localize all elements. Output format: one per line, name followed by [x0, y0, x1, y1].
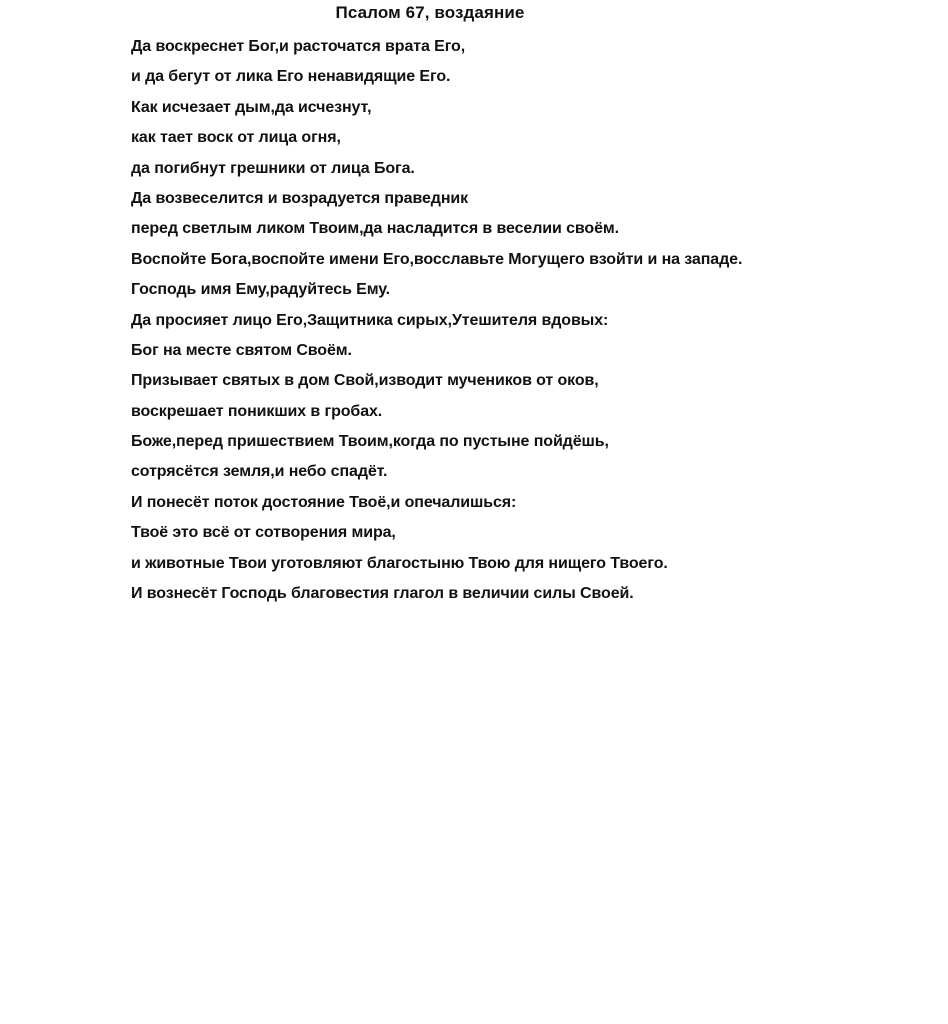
verse-line: И вознесёт Господь благовестия глагол в величии силы Своей.	[131, 585, 634, 603]
document-title: Псалом 67, воздаяние	[335, 3, 525, 22]
verse-line: Как исчезает дым,да исчезнут,	[131, 98, 372, 116]
verse-line: И понесёт поток достояние Твоё,и опечалишься:	[131, 493, 517, 511]
verse-line: Господь имя Ему,радуйтесь Ему.	[131, 281, 390, 299]
verse-list	[131, 32, 931, 609]
verse-line: как тает воск от лица огня,	[131, 129, 341, 147]
verse-line: Да просияет лицо Его,Защитника сирых,Утешителя вдовых:	[131, 311, 609, 329]
verse-line: Да воскреснет Бог,и расточатся врата Его,	[131, 38, 466, 55]
verse-line: Да возвеселится и возрадуется праведник	[131, 189, 469, 207]
verse-line: Боже,перед пришествием Твоим,когда по пустыне пойдёшь,	[131, 433, 609, 451]
verse-line: и животные Твои уготовляют благостыню Твою для нищего Твоего.	[131, 554, 668, 572]
verse-line: Твоё это всё от сотворения мира,	[131, 524, 396, 542]
verse-line: воскрешает поникших в гробах.	[131, 402, 383, 420]
verse-line: Призывает святых в дом Свой,изводит мучеников от оков,	[131, 372, 599, 390]
verse-line: Воспойте Бога,воспойте имени Его,восславьте Могущего взойти и на западе.	[131, 250, 743, 268]
verse-line: Бог на месте святом Своём.	[131, 341, 352, 359]
verse-line: да погибнут грешники от лица Бога.	[131, 159, 415, 177]
verse-line: и да бегут от лика Его ненавидящие Его.	[131, 68, 451, 86]
verse-line: перед светлым ликом Твоим,да насладится в веселии своём.	[131, 220, 619, 238]
verse-line: сотрясётся земля,и небо спадёт.	[131, 463, 388, 481]
